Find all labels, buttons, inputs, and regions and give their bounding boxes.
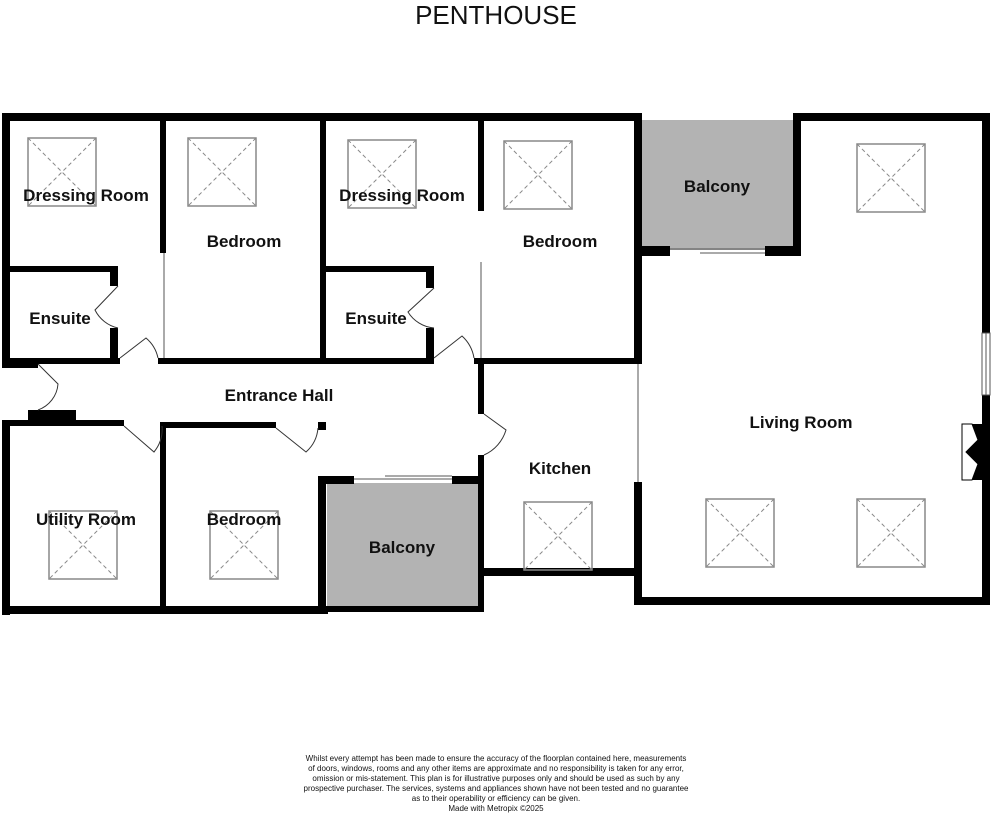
room-label-balcony-bottom: Balcony [368,538,436,557]
room-label-kitchen: Kitchen [528,459,592,478]
room-label-utility-room: Utility Room [35,510,137,529]
walls [2,113,990,615]
skylight-icon [857,144,925,212]
plan-title: PENTHOUSE [415,0,577,30]
room-label-bedroom-1: Bedroom [206,232,282,251]
skylight-icon [504,141,572,209]
room-label-ensuite-2: Ensuite [345,309,407,328]
disclaimer-credit: Made with Metropix ©2025 [448,804,544,813]
room-label-dressing-room-2: Dressing Room [339,186,465,205]
disclaimer-line: Whilst every attempt has been made to ensure the accuracy of the floorplan contained here, measurements [305,754,687,763]
doors [38,286,506,455]
room-label-bedroom-3: Bedroom [206,510,282,529]
skylight-icon [857,499,925,567]
room-label-entrance-hall: Entrance Hall [224,386,334,405]
disclaimer-line: omission or mis-statement. This plan is for illustrative purposes only and should be used as such by any [312,774,680,783]
skylight-icon [188,138,256,206]
room-label-dressing-room-1: Dressing Room [23,186,149,205]
room-label-bedroom-2: Bedroom [522,232,598,251]
disclaimer-line: as to their operability or efficiency can be given. [411,794,581,803]
room-label-living-room: Living Room [749,413,853,432]
skylight-icon [524,502,592,570]
room-label-ensuite-1: Ensuite [29,309,91,328]
skylight-icon [706,499,774,567]
room-label-balcony-top: Balcony [683,177,751,196]
windows [164,249,990,482]
disclaimer-line: of doors, windows, rooms and any other items are approximate and no responsibility is taken for any error, [308,764,684,773]
disclaimer-line: prospective purchaser. The services, systems and appliances shown have not been tested and no guarantee [303,784,689,793]
disclaimer [290,754,702,814]
